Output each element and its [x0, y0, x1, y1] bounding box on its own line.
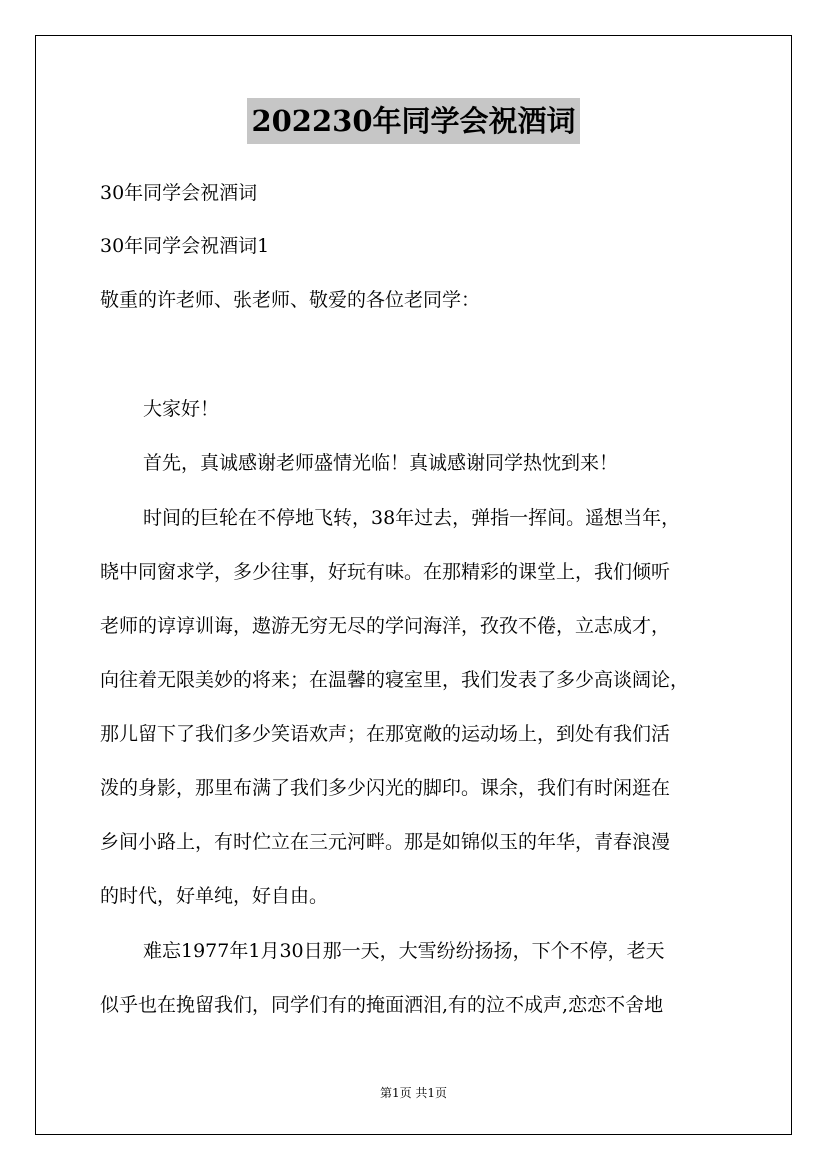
body-line: 时间的巨轮在不停地飞转，38年过去，弹指一挥间。遥想当年，	[143, 507, 681, 529]
subtitle-line: 30年同学会祝酒词1	[100, 235, 270, 257]
body-line: 老师的谆谆训诲，遨游无穷无尽的学问海洋，孜孜不倦，立志成才，	[100, 615, 671, 637]
body-line: 的时代，好单纯，好自由。	[100, 885, 329, 907]
subtitle-line: 30年同学会祝酒词	[100, 182, 258, 204]
page-footer: 第1页 共1页	[379, 1086, 448, 1100]
body-line: 乡间小路上，有时伫立在三元河畔。那是如锦似玉的年华，青春浪漫	[100, 831, 671, 853]
greeting-line: 大家好！	[143, 398, 220, 420]
body-line: 似乎也在挽留我们，同学们有的掩面洒泪,有的泣不成声,恋恋不舍地	[100, 994, 664, 1016]
body-line: 向往着无限美妙的将来；在温馨的寝室里，我们发表了多少高谈阔论，	[100, 669, 690, 691]
body-line: 泼的身影，那里布满了我们多少闪光的脚印。课余，我们有时闲逛在	[100, 777, 671, 799]
document-title: 202230年同学会祝酒词	[0, 98, 827, 144]
body-line: 难忘1977年1月30日那一天，大雪纷纷扬扬，下个不停，老天	[143, 940, 665, 962]
salutation-line: 敬重的许老师、张老师、敬爱的各位老同学：	[100, 289, 481, 311]
body-line: 晓中同窗求学，多少往事，好玩有味。在那精彩的课堂上，我们倾听	[100, 561, 671, 583]
body-line: 那儿留下了我们多少笑语欢声；在那宽敞的运动场上，到处有我们活	[100, 723, 671, 745]
body-line: 首先，真诚感谢老师盛情光临！真诚感谢同学热忱到来！	[143, 452, 619, 474]
